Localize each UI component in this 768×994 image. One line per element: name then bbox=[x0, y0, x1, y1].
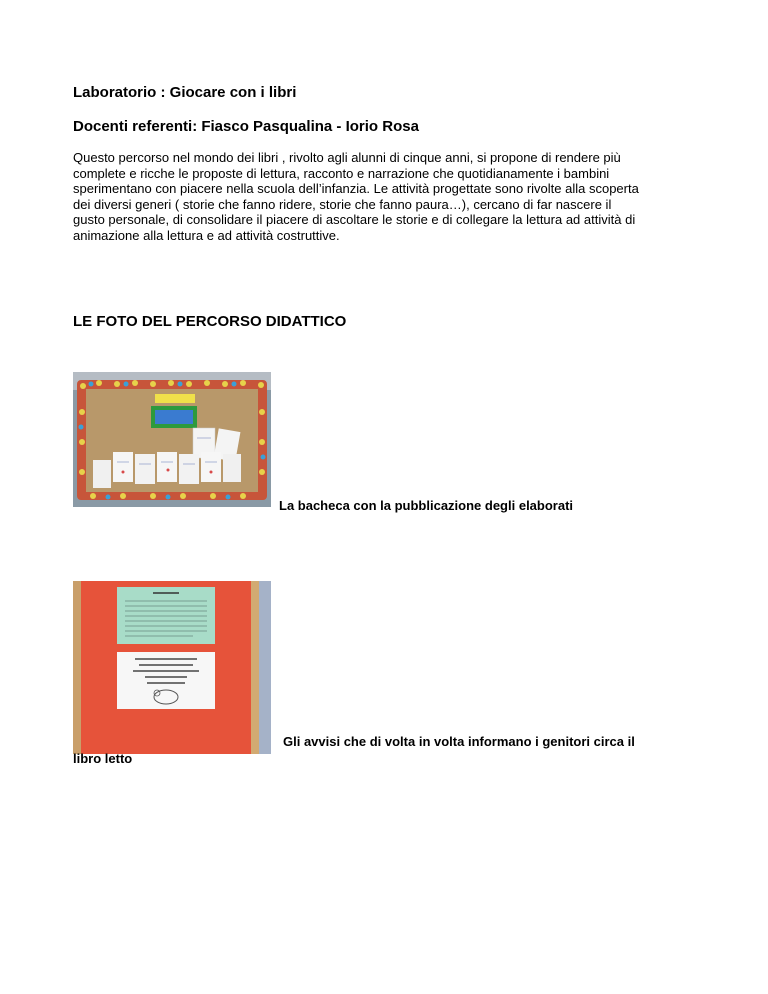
photo1-caption: La bacheca con la pubblicazione degli elaborati bbox=[279, 498, 574, 513]
paragraph-line: complete e ricche le proposte di lettura, racconto e narrazione che quotidianamente i bambini bbox=[73, 165, 610, 181]
paragraph-line: Questo percorso nel mondo dei libri , rivolto agli alunni di cinque anni, si propone di rendere più bbox=[73, 150, 621, 165]
photo2-caption-line2: libro letto bbox=[73, 751, 133, 766]
bulletin-board-photo bbox=[73, 372, 271, 507]
section-heading: LE FOTO DEL PERCORSO DIDATTICO bbox=[73, 313, 347, 330]
document-title: Laboratorio : Giocare con i libri bbox=[73, 84, 297, 101]
intro-paragraph bbox=[73, 150, 703, 243]
paragraph-line: dei diversi generi ( storie che fanno ridere, storie che fanno paura…), cercano di far nascere il bbox=[73, 196, 612, 212]
paragraph-line: gusto personale, di consolidare il piacere di ascoltare le storie e di collegare la lettura ad attività di bbox=[73, 212, 636, 227]
notices-photo bbox=[73, 581, 271, 754]
paragraph-line: animazione alla lettura e ad attività costruttive. bbox=[73, 227, 340, 243]
teachers-heading: Docenti referenti: Fiasco Pasqualina - Iorio Rosa bbox=[73, 118, 419, 135]
photo2-caption-line1: Gli avvisi che di volta in volta informano i genitori circa il bbox=[283, 734, 635, 749]
paragraph-line: sperimentano con piacere nella scuola dell’infanzia. Le attività progettate sono rivolte alla scoperta bbox=[73, 181, 639, 196]
